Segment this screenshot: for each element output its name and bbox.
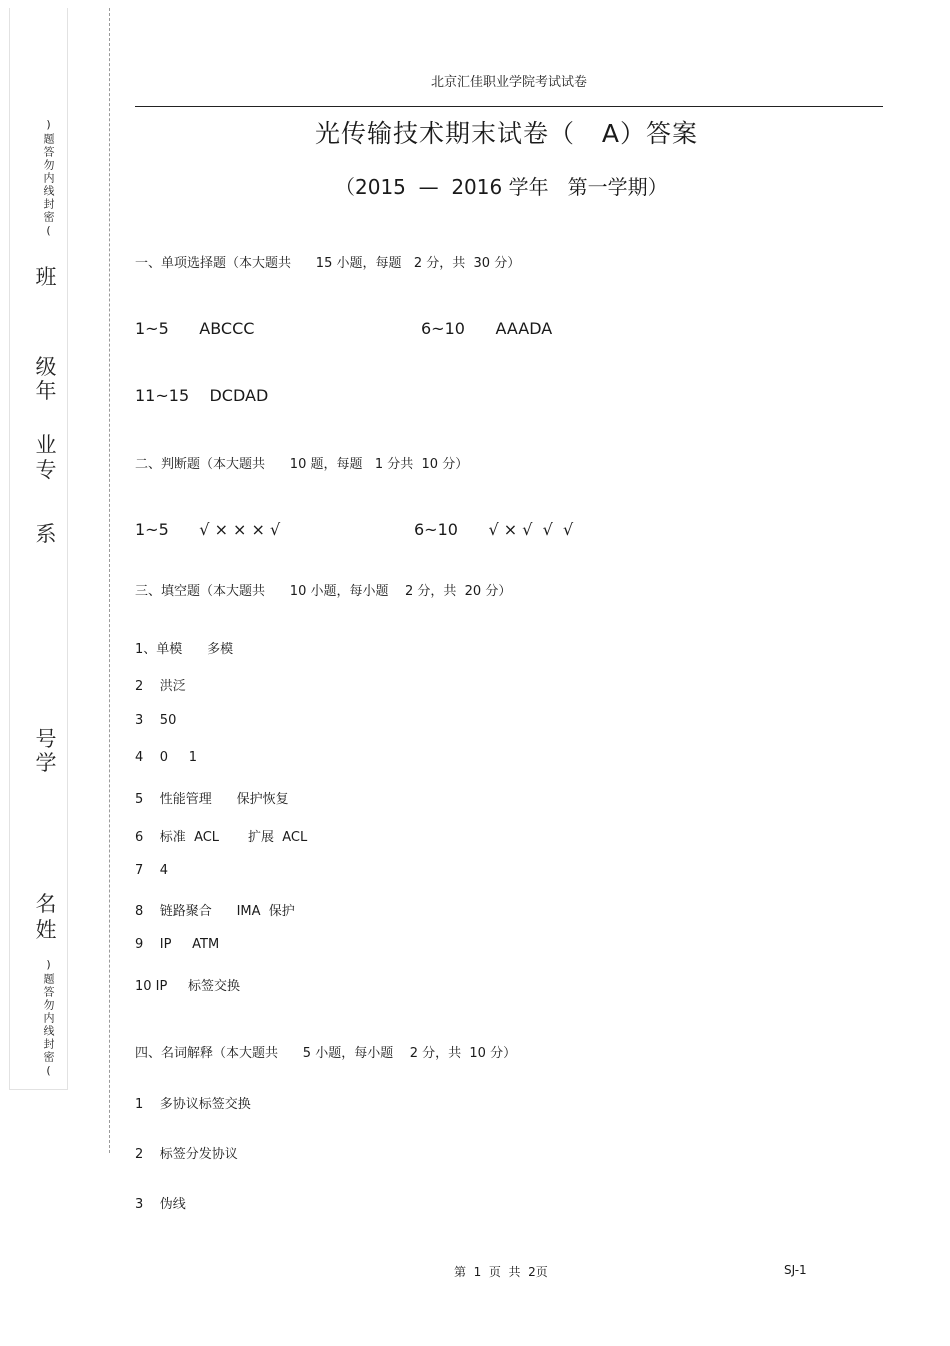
- s4-answer-3: 3 伪线: [135, 1197, 186, 1212]
- s2-answers-6-10: 6~10 √ × √ √ √: [414, 520, 574, 539]
- margin-line-bottom: [9, 1089, 68, 1090]
- exam-term: （2015 — 2016 学年 第一学期）: [335, 175, 668, 199]
- s4-answer-2: 2 标签分发协议: [135, 1147, 238, 1162]
- label-class-1: 班: [35, 265, 57, 289]
- s3-answer-5: 5 性能管理 保护恢复: [135, 792, 289, 807]
- s1-answers-11-15: 11~15 DCDAD: [135, 386, 269, 405]
- section-1-heading: 一、单项选择题（本大题共 15 小题，每题 2 分，共 30 分）: [135, 256, 521, 271]
- s3-answer-9: 9 IP ATM: [135, 937, 220, 952]
- s3-answer-7: 7 4: [135, 863, 169, 878]
- s2-answers-1-5: 1~5 √ × × × √: [135, 520, 281, 539]
- section-2-heading: 二、判断题（本大题共 10 题，每题 1 分共 10 分）: [135, 457, 469, 472]
- seal-warning-bottom: )题答勿内线封密(: [42, 958, 55, 1079]
- s1-answers-6-10: 6~10 AAADA: [421, 319, 553, 338]
- label-name-1: 名: [35, 892, 57, 916]
- s3-answer-8: 8 链路聚合 IMA 保护: [135, 904, 295, 919]
- label-id-2: 学: [35, 751, 57, 775]
- s3-answer-3: 3 50: [135, 713, 177, 728]
- seal-dashed-line: [109, 8, 110, 1153]
- page-number: 第 1 页 共 2页: [454, 1265, 548, 1279]
- institution-header: 北京汇佳职业学院考试试卷: [430, 75, 587, 90]
- section-4-heading: 四、名词解释（本大题共 5 小题，每小题 2 分，共 10 分）: [135, 1046, 517, 1061]
- label-dept: 系: [35, 522, 57, 546]
- label-major-3: 专: [35, 458, 57, 482]
- header-rule: [135, 106, 883, 107]
- exam-title: 光传输技术期末试卷（ A）答案: [315, 119, 698, 148]
- s3-answer-10: 10 IP 标签交换: [135, 979, 241, 994]
- s3-answer-4: 4 0 1: [135, 750, 198, 765]
- section-3-heading: 三、填空题（本大题共 10 小题，每小题 2 分，共 20 分）: [135, 584, 512, 599]
- s1-answers-1-5: 1~5 ABCCC: [135, 319, 255, 338]
- s3-answer-2: 2 洪泛: [135, 679, 186, 694]
- label-class-2: 级: [35, 355, 57, 379]
- label-id-1: 号: [35, 727, 57, 751]
- document-code: SJ-1: [784, 1263, 807, 1277]
- label-name-2: 姓: [35, 918, 57, 942]
- margin-line-right: [67, 8, 68, 1090]
- s4-answer-1: 1 多协议标签交换: [135, 1097, 251, 1112]
- s3-answer-1: 1、单模 多模: [135, 642, 234, 657]
- margin-line-left: [9, 8, 10, 1090]
- seal-warning-top: )题答勿内线封密(: [42, 118, 55, 239]
- label-major-1: 年: [35, 379, 57, 403]
- label-major-2: 业: [35, 433, 57, 457]
- s3-answer-6: 6 标准 ACL 扩展 ACL: [135, 830, 308, 845]
